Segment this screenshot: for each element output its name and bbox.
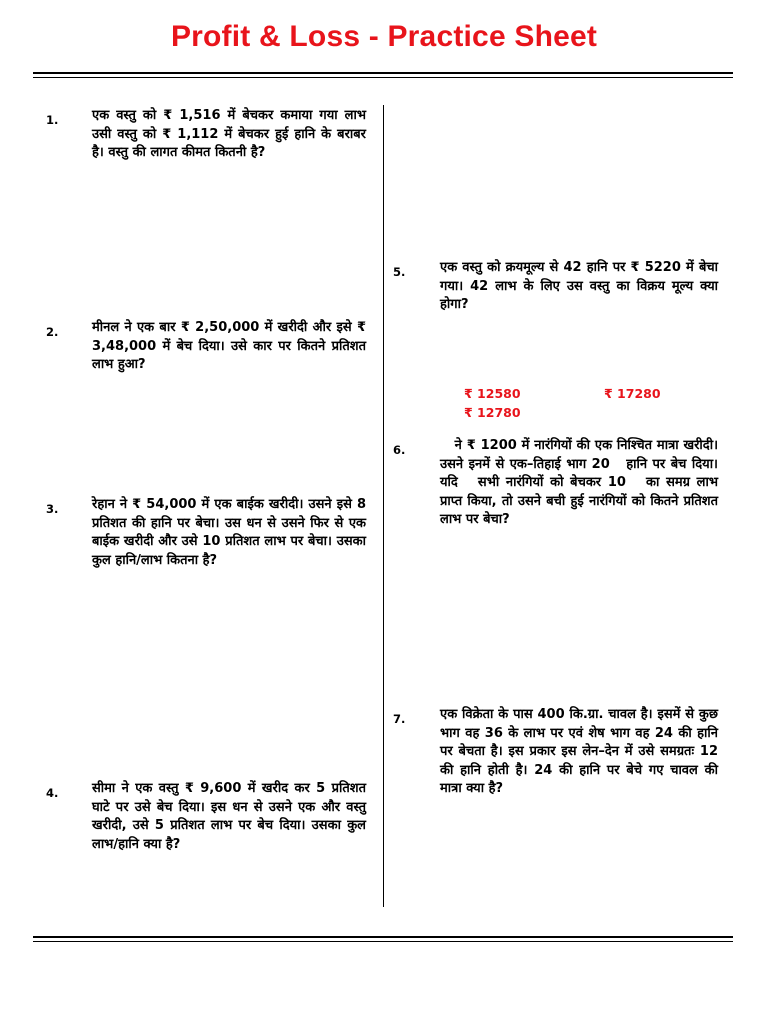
question-number: 5. [393,265,406,279]
bottom-rule-thick [33,936,733,938]
question-text: मीनल ने एक बार ₹ 2,50,000 में खरीदी और इसे ₹ 3,48,000 में बेच दिया। उसे कार पर कितने प्रतिशत लाभ हुआ? [92,320,366,372]
question-number: 4. [46,786,59,800]
q5-option-a: ₹ 12580 [464,386,521,401]
question-number: 3. [46,502,59,516]
page-title: Profit & Loss - Practice Sheet [170,20,598,53]
question-text: रेहान ने ₹ 54,000 में एक बाईक खरीदी। उसने इसे 8 प्रतिशत की हानि पर बेचा। उस धन से उसने फिर से एक बाईक खरीदी और उसे 10 प्रतिशत लाभ पर बेचा। उसका कुल हानि/लाभ कितना है? [92,497,366,568]
question-text: एक विक्रेता के पास 400 कि.ग्रा. चावल है। इसमें से कुछ भाग वह 36 के लाभ पर एवं शेष भाग वह 24 की हानि पर बेचता है। इस प्रकार इस लेन–देन में उसे समग्रतः 12 की हानि होती है। 24 की हानि पर बेचे गए चावल की मात्रा क्या है? [440,707,718,796]
q5-option-b: ₹ 17280 [604,386,661,401]
question-number: 2. [46,325,59,339]
question-text: सीमा ने एक वस्तु ₹ 9,600 में खरीद कर 5 प्रतिशत घाटे पर उसे बेच दिया। इस धन से उसने एक और वस्तु खरीदी, उसे 5 प्रतिशत लाभ पर बेच दिया। उसका कुल लाभ/हानि क्या है? [92,781,366,852]
q5-option-c: ₹ 12780 [464,405,521,420]
question-number: 1. [46,113,59,127]
column-divider [383,105,384,907]
question-number: 7. [393,712,406,726]
question-text: एक वस्तु को क्रयमूल्य से 42 हानि पर ₹ 5220 में बेचा गया। 42 लाभ के लिए उस वस्तु का विक्रय मूल्य क्या होगा? [440,260,718,312]
question-number: 6. [393,443,406,457]
question-text: ने ₹ 1200 में नारंगियों की एक निश्चित मात्रा खरीदी। उसने इनमें से एक–तिहाई भाग 20 हानि पर बेच दिया। यदि सभी नारंगियों को बेचकर 10 का समग्र लाभ प्राप्त किया, तो उसने बची हुई नारंगियों को कितने प्रतिशत लाभ पर बेचा? [440,438,723,527]
bottom-rule-thin [33,941,733,942]
top-rule-thick [33,72,733,74]
top-rule-thin [33,77,733,78]
question-text: एक वस्तु को ₹ 1,516 में बेचकर कमाया गया लाभ उसी वस्तु को ₹ 1,112 में बेचकर हुई हानि के बराबर है। वस्तु की लागत कीमत कितनी है? [92,108,366,160]
